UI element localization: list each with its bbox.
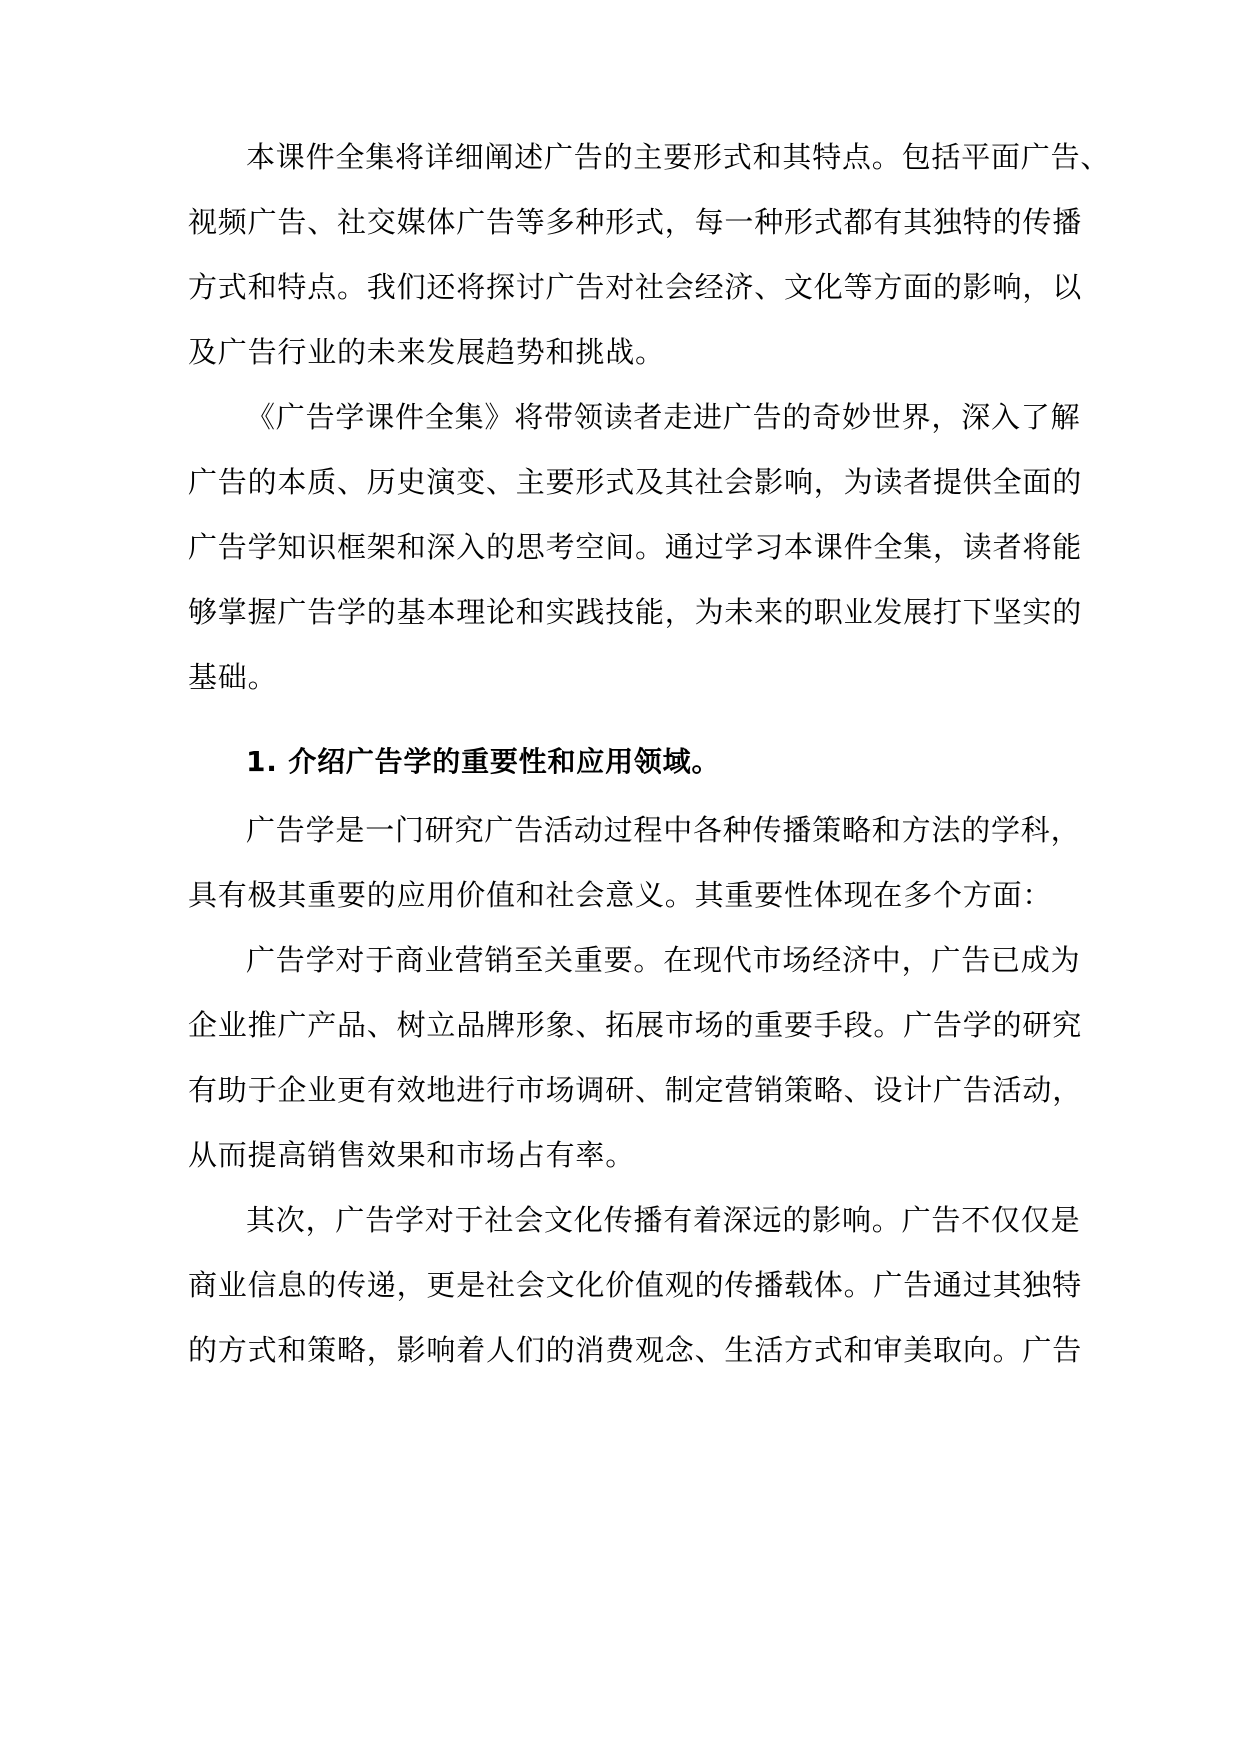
paragraph-2-line-2: 广告的本质、历史演变、主要形式及其社会影响，为读者提供全面的 (188, 465, 1083, 499)
section-paragraph-3-line-1: 其次，广告学对于社会文化传播有着深远的影响。广告不仅仅是 (246, 1203, 1081, 1237)
section-paragraph-2-line-3: 有助于企业更有效地进行市场调研、制定营销策略、设计广告活动， (188, 1073, 1083, 1107)
section-paragraph-2-line-1: 广告学对于商业营销至关重要。在现代市场经济中，广告已成为 (246, 943, 1081, 977)
paragraph-1-line-4: 及广告行业的未来发展趋势和挑战。 (188, 335, 665, 369)
paragraph-2-line-4: 够掌握广告学的基本理论和实践技能，为未来的职业发展打下坚实的 (188, 595, 1083, 629)
paragraph-1-line-2: 视频广告、社交媒体广告等多种形式，每一种形式都有其独特的传播 (188, 205, 1083, 239)
section-paragraph-1-line-1: 广告学是一门研究广告活动过程中各种传播策略和方法的学科， (246, 813, 1081, 847)
paragraph-1-line-3: 方式和特点。我们还将探讨广告对社会经济、文化等方面的影响，以 (188, 270, 1083, 304)
paragraph-2-line-1: 《广告学课件全集》将带领读者走进广告的奇妙世界，深入了解 (246, 400, 1081, 434)
section-heading: 1. 介绍广告学的重要性和应用领域。 (246, 745, 721, 778)
paragraph-1-line-1: 本课件全集将详细阐述广告的主要形式和其特点。包括平面广告、 (246, 140, 1111, 174)
section-paragraph-3-line-2: 商业信息的传递，更是社会文化价值观的传播载体。广告通过其独特 (188, 1268, 1083, 1302)
section-paragraph-2-line-2: 企业推广产品、树立品牌形象、拓展市场的重要手段。广告学的研究 (188, 1008, 1083, 1042)
paragraph-2-line-3: 广告学知识框架和深入的思考空间。通过学习本课件全集，读者将能 (188, 530, 1083, 564)
section-paragraph-2-line-4: 从而提高销售效果和市场占有率。 (188, 1138, 636, 1172)
paragraph-2-line-5: 基础。 (188, 660, 278, 694)
section-paragraph-1-line-2: 具有极其重要的应用价值和社会意义。其重要性体现在多个方面： (188, 878, 1053, 912)
section-paragraph-3-line-3: 的方式和策略，影响着人们的消费观念、生活方式和审美取向。广告 (188, 1333, 1083, 1367)
